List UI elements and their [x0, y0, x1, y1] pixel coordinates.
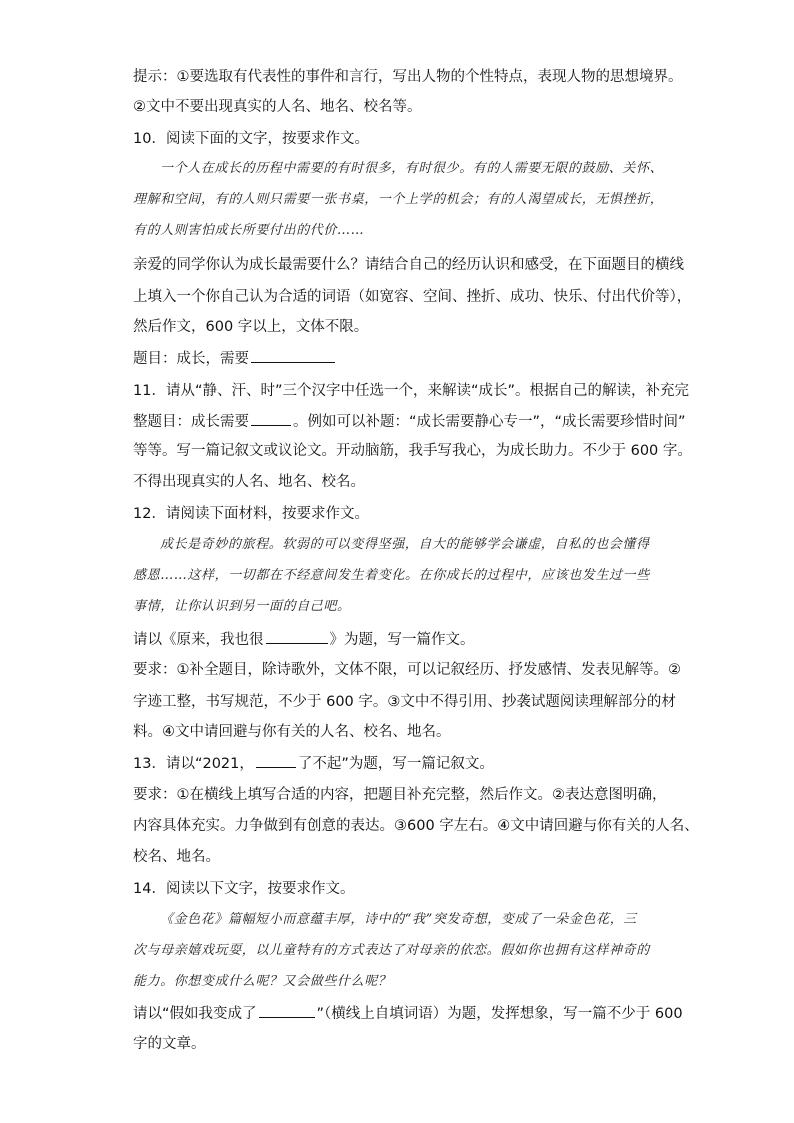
q13-title — [133, 753, 494, 774]
q10-blank — [251, 348, 335, 363]
q12-title: 12．请阅读下面材料，按要求作文。 — [133, 506, 369, 522]
q11-blank — [251, 411, 291, 426]
q10-quote-2: 理解和空间，有的人则只需要一张书桌，一个上学的机会；有的人渴望成长，无惧挫折， — [133, 192, 664, 207]
q12-quote-3: 事情，让你认识到另一面的自己吧。 — [133, 599, 351, 614]
q11-line-3: 等等。写一篇记叙文或议论文。开动脑筋，我手写我心，为成长助力。不少于 600 字。 — [133, 443, 692, 459]
q13-title-b: 了不起”为题，写一篇记叙文。 — [297, 756, 494, 772]
q12-prompt-a: 请以《原来，我也很 — [133, 632, 264, 648]
q13-req-3: 校名、地名。 — [133, 849, 220, 865]
q13-req-1: 要求：①在横线上填写合适的内容，把题目补充完整，然后作文。②表达意图明确， — [133, 787, 667, 803]
q12-req-1: 要求：①补全题目，除诗歌外，文体不限，可以记叙经历、抒发感情、发表见解等。② — [133, 662, 681, 678]
q10-body-1: 亲爱的同学你认为成长最需要什么？请结合自己的经历认识和感受，在下面题目的横线 — [133, 257, 684, 273]
q12-prompt — [133, 629, 475, 650]
q14-title: 14．阅读以下文字，按要求作文。 — [133, 881, 355, 897]
q10-topic-text: 题目：成长，需要 — [133, 351, 249, 367]
q12-quote-2: 感恩……这样，一切都在不经意间发生着变化。在你成长的过程中，应该也发生过一些 — [133, 568, 650, 583]
q12-quote-1: 成长是奇妙的旅程。软弱的可以变得坚强，自大的能够学会谦虚，自私的也会懂得 — [160, 537, 650, 552]
q11-line-1: 11．请从“静、汗、时”三个汉字中任选一个，来解读“成长”。根据自己的解读，补充完 — [133, 383, 689, 399]
q14-quote-3: 能力。你想变成什么呢？又会做些什么呢？ — [133, 974, 392, 989]
q14-prompt-a: 请以“假如我变成了 — [133, 1006, 257, 1022]
q13-title-a: 13．请以“2021， — [133, 756, 254, 772]
hint-line-2: ②文中不要出现真实的人名、地名、校名等。 — [133, 99, 422, 115]
q14-quote-1: 《金色花》篇幅短小而意蕴丰厚，诗中的“我”突发奇想，变成了一朵金色花，三 — [160, 912, 637, 927]
q12-req-2: 字迹工整，书写规范，不少于 600 字。③文中不得引用、抄袭试题阅读理解部分的材 — [133, 694, 676, 710]
q13-req-2: 内容具体充实。力争做到有创意的表达。③600 字左右。④文中请回避与你有关的人名、 — [133, 818, 699, 834]
q10-quote-1: 一个人在成长的历程中需要的有时很多，有时很少。有的人需要无限的鼓励、关怀、 — [160, 161, 664, 176]
q14-prompt — [133, 1003, 683, 1024]
q11-line-2 — [133, 411, 686, 432]
q14-quote-2: 次与母亲嬉戏玩耍，以儿童特有的方式表达了对母亲的依恋。假如你也拥有这样神奇的 — [133, 943, 650, 958]
q11-line-4: 不得出现真实的人名、地名、校名。 — [133, 474, 365, 490]
q10-body-2: 上填入一个你自己认为合适的词语（如宽容、空间、挫折、成功、快乐、付出代价等）， — [133, 289, 692, 305]
hint-line-1: 提示：①要选取有代表性的事件和言行，写出人物的个性特点，表现人物的思想境界。 — [133, 69, 683, 85]
q10-quote-3: 有的人则害怕成长所要付出的代价…… — [133, 223, 365, 238]
q12-prompt-b: 》为题，写一篇作文。 — [329, 632, 475, 648]
q14-prompt-b: ”（横线上自填词语）为题，发挥想象，写一篇不少于 600 — [316, 1006, 683, 1022]
q11-line-2b: 。例如可以补题：“成长需要静心专一”，“成长需要珍惜时间” — [293, 414, 686, 430]
q14-prompt-c: 字的文章。 — [133, 1036, 206, 1052]
q10-title: 10．阅读下面的文字，按要求作文。 — [133, 131, 369, 147]
q12-blank — [266, 629, 328, 644]
q10-topic — [133, 348, 337, 369]
q12-req-3: 料。④文中请回避与你有关的人名、校名、地名。 — [133, 724, 451, 740]
q14-blank — [259, 1003, 315, 1018]
q10-body-3: 然后作文，600 字以上，文体不限。 — [133, 319, 369, 335]
q11-line-2a: 整题目：成长需要 — [133, 414, 249, 430]
q13-blank — [256, 753, 296, 768]
